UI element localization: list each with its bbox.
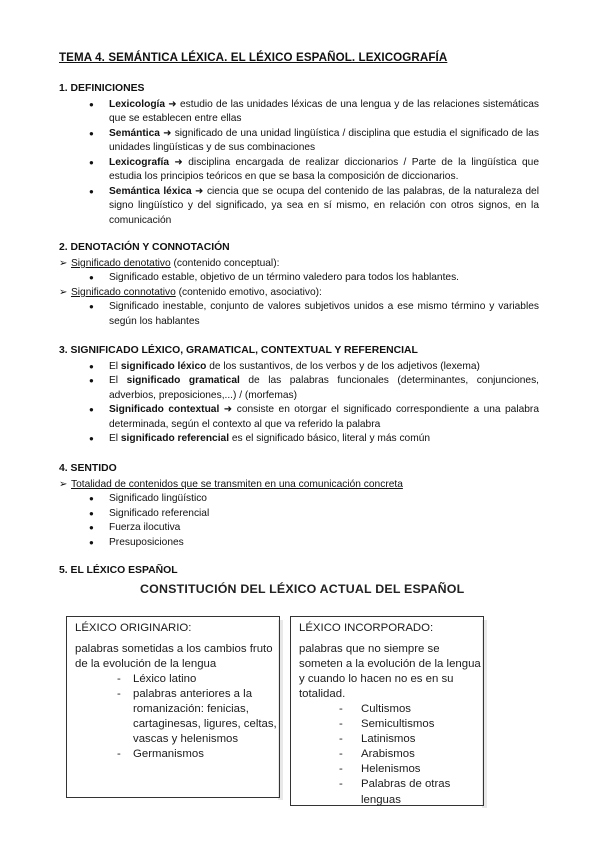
list-item: ● Lexicografía ➜ disciplina encargada de realizar diccionarios / Parte de la lingüística que estudia los principios teóricos en que se basa la composición de diccionarios. [59,156,539,185]
list-item: - Léxico latino [67,672,279,687]
section-definiciones [59,82,539,228]
list-item: - Helenismos [291,762,483,777]
incorporado-list [291,702,483,807]
list-item: - Latinismos [291,732,483,747]
box-title: LÉXICO ORIGINARIO: [75,622,192,634]
list-item: ● Fuerza ilocutiva [59,521,539,535]
connotative-list [59,300,539,329]
section-heading: 3. SIGNIFICADO LÉXICO, GRAMATICAL, CONTEXTUAL Y REFERENCIAL [59,345,418,356]
box-lexico-originario [66,616,280,798]
list-item: - palabras anteriores a la romanización: fenicias, cartaginesas, ligures, celtas, vascas y helenismos [67,687,279,747]
list-item: ● Semántica léxica ➜ ciencia que se ocupa del contenido de las palabras, de la naturaleza del signo lingüístico y del significado, ya sea en sí mismo, en relación con otros signos, en la comunicación [59,185,539,228]
sentido-line: ➢ Totalidad de contenidos que se transmiten en una comunicación concreta [59,478,403,490]
section-heading: 2. DENOTACIÓN Y CONNOTACIÓN [59,242,230,253]
box-title: LÉXICO INCORPORADO: [299,622,434,634]
section-heading: 1. DEFINICIONES [59,83,145,94]
meaning-list [59,360,539,447]
list-item: ● Presuposiciones [59,536,539,550]
list-item: - Arabismos [291,747,483,762]
figure-title: CONSTITUCIÓN DEL LÉXICO ACTUAL DEL ESPAÑOL [140,582,465,596]
list-item: - Cultismos [291,702,483,717]
list-item: - Germanismos [67,747,279,762]
list-item: ● El significado léxico de los sustantivos, de los verbos y de los adjetivos (lexema) [59,360,539,374]
list-item: ● Lexicología ➜ estudio de las unidades léxicas de una lengua y de las relaciones sistemáticas que se establecen entre ellas [59,98,539,127]
list-item: ● Significado lingüístico [59,492,539,506]
originario-list [67,672,279,762]
section-significado [59,344,539,447]
definition-list [59,98,539,228]
section-heading: 5. EL LÉXICO ESPAÑOL [59,565,178,576]
sentido-list [59,492,539,550]
box-lexico-incorporado [290,616,484,806]
list-item: ● El significado gramatical de las palabras funcionales (determinantes, conjunciones, adverbios, preposiciones,...) / (morfemas) [59,374,539,403]
section-lexico-espanol [59,564,539,580]
denotative-line: ➢ Significado denotativo (contenido conceptual): [59,257,280,269]
section-denotacion [59,241,539,329]
list-item: ● Significado estable, objetivo de un término valedero para todos los hablantes. [59,271,539,285]
list-item: - Palabras de otras lenguas [291,777,483,807]
list-item: - Semicultismos [291,717,483,732]
list-item: ● Semántica ➜ significado de una unidad lingüística / disciplina que estudia el significado de las unidades lingüísticas y de sus combinaciones [59,127,539,156]
list-item: ● Significado contextual ➜ consiste en otorgar el significado correspondiente a una palabra determinada, según el contexto al que va referido la palabra [59,403,539,432]
box-description: palabras que no siempre se someten a la evolución de la lengua y cuando lo hacen no es en su totalidad. [299,643,481,701]
list-item: ● Significado inestable, conjunto de valores subjetivos unidos a ese mismo término y variables según los hablantes [59,300,539,329]
list-item: ● El significado referencial es el significado básico, literal y más común [59,432,539,446]
page-title: TEMA 4. SEMÁNTICA LÉXICA. EL LÉXICO ESPAÑOL. LEXICOGRAFÍA [59,51,448,64]
connotative-line: ➢ Significado connotativo (contenido emotivo, asociativo): [59,286,322,298]
list-item: ● Significado referencial [59,507,539,521]
section-heading: 4. SENTIDO [59,463,117,474]
section-sentido [59,462,539,550]
box-description: palabras sometidas a los cambios fruto de la evolución de la lengua [75,643,273,671]
denotative-list [59,271,539,285]
